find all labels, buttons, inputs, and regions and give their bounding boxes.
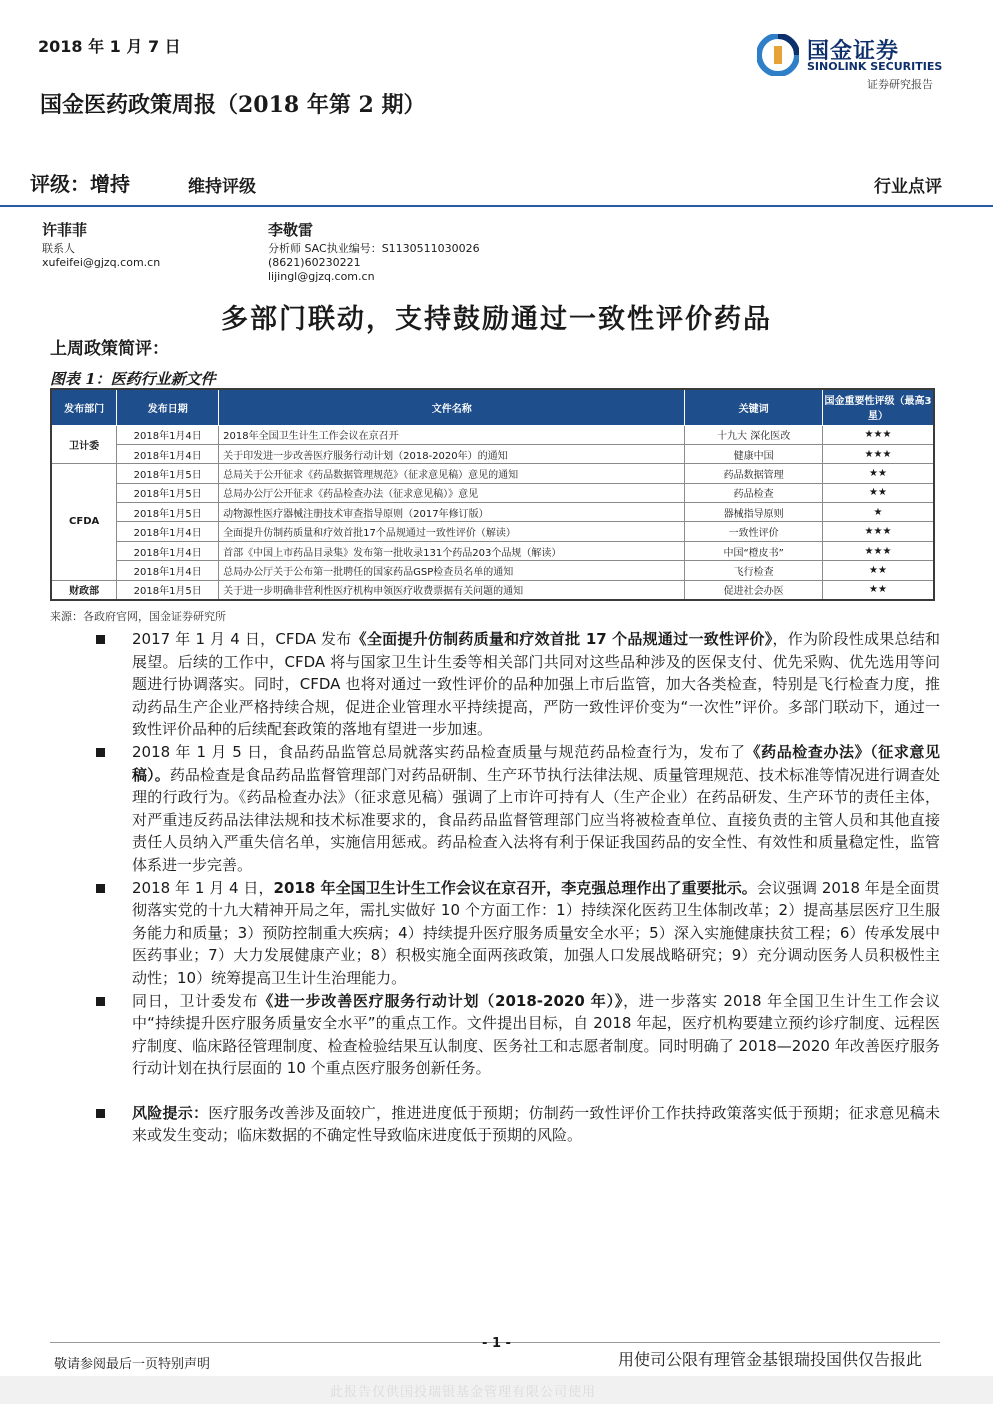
rating-row [30, 168, 942, 198]
section-heading: 上周政策简评： [50, 339, 169, 359]
bullet-square-icon [96, 884, 105, 893]
date-cell: 2018年1月4日 [117, 541, 219, 560]
author-role: 联系人 [42, 242, 75, 255]
date-cell: 2018年1月4日 [117, 522, 219, 541]
doc-cell: 全面提升仿制药质量和疗效首批17个品规通过一致性评价（解读） [219, 522, 685, 541]
figure-title: 图表 1：医药行业新文件 [50, 370, 216, 388]
col-header-dept: 发布部门 [51, 389, 117, 425]
doc-cell: 总局关于公开征求《药品数据管理规范》（征求意见稿）意见的通知 [219, 464, 685, 483]
table-row [51, 464, 934, 483]
date-cell: 2018年1月4日 [117, 561, 219, 580]
rating-cell: ★★ [822, 483, 934, 502]
risk-warning [96, 1102, 940, 1147]
bullet-list [96, 628, 940, 1147]
author-contact [42, 220, 160, 270]
header-divider [0, 205, 993, 207]
rating-cell: ★★★ [822, 522, 934, 541]
rating-cell: ★★ [822, 464, 934, 483]
keyword-cell: 一致性评价 [685, 522, 823, 541]
bullet-square-icon [96, 997, 105, 1006]
bullet-bold-text: 《进一步改善医疗服务行动计划（2018-2020 年）》 [258, 991, 624, 1010]
table-row [51, 522, 934, 541]
author-analyst [268, 220, 480, 284]
table-row [51, 580, 934, 599]
author-email[interactable]: lijingl@gjzq.com.cn [268, 270, 375, 283]
keyword-cell: 健康中国 [685, 444, 823, 463]
bullet-text: 2017 年 1 月 4 日，CFDA 发布 [132, 630, 352, 648]
author-name: 许菲菲 [42, 221, 88, 239]
table-row [51, 425, 934, 444]
doc-cell: 动物源性医疗器械注册技术审查指导原则（2017年修订版） [219, 503, 685, 522]
dept-cell: CFDA [51, 464, 117, 580]
keyword-cell: 药品数据管理 [685, 464, 823, 483]
report-date: 2018 年 1 月 7 日 [38, 37, 181, 56]
footer-watermark: 用使司公限有理管金基银瑞投国供仅告报此 [618, 1350, 923, 1369]
table-source: 来源：各政府官网，国金证券研究所 [50, 610, 226, 623]
dept-cell: 财政部 [51, 580, 117, 599]
table-row [51, 503, 934, 522]
bullet-text: ，作为阶段性成果总结和展望。后续的工作中，CFDA 将与国家卫生计生委等相关部门共同对这些品种涉及的医保支付、优先采购、优先选用等问题进行协调落实。同时，CFDA 也将对通过一致性评价的品种加强上市后监管，加大各类检查，特别是飞行检查力度，推动药品生产企业严格持续合规，促进企业管理水平持续提高，严防一致性评价变为“一次性”评价。多部门联动下，通过一致性评价品种的后续配套政策的落地有望进一步加速。 [132, 630, 940, 739]
table-row [51, 444, 934, 463]
table-row [51, 483, 934, 502]
rating-cell: ★★★ [822, 444, 934, 463]
keyword-cell: 飞行检查 [685, 561, 823, 580]
author-phone: (8621)60230221 [268, 256, 361, 269]
date-cell: 2018年1月5日 [117, 483, 219, 502]
rating-label: 评级：增持 [30, 172, 130, 196]
col-header-rating: 国金重要性评级（最高3星） [822, 389, 934, 425]
bullet-item [96, 990, 940, 1080]
brand-name-en: SINOLINK SECURITIES [807, 60, 943, 73]
doc-cell: 关于进一步明确非营利性医疗机构申领医疗收费票据有关问题的通知 [219, 580, 685, 599]
bullet-text: ，进一步落实 2018 年全国卫生计生工作会议中“持续提升医疗服务质量安全水平”的重点工作。文件提出目标，自 2018 年起，医疗机构要建立预约诊疗制度、远程医疗制度、临床路径管理制度、检查检验结果互认制度、医务社工和志愿者制度。同时明确了 2018—2020 年改善医疗服务行动计划在执行层面的 10 个重点医疗服务创新任务。 [132, 991, 940, 1078]
keyword-cell: 药品检查 [685, 483, 823, 502]
rating-cell: ★★★ [822, 541, 934, 560]
footer-disclaimer: 敬请参阅最后一页特别声明 [54, 1357, 211, 1372]
main-heading: 多部门联动，支持鼓励通过一致性评价药品 [221, 304, 772, 335]
table-row [51, 541, 934, 560]
keyword-cell: 器械指导原则 [685, 503, 823, 522]
col-header-date: 发布日期 [117, 389, 219, 425]
bullet-text: 会议强调 2018 年是全面贯彻落实党的十九大精神开局之年，需扎实做好 10 个方面工作：1）持续深化医药卫生体制改革；2）提高基层医疗卫生服务能力和质量；3）预防控制重大疾病；4）持续提升医疗服务质量安全水平；5）深入实施健康扶贫工程；6）传承发展中医药事业；7）大力发展健康产业；8）积极实施全面两孩政策，加强人口发展战略研究；9）充分调动医务人员积极性主动性；10）统筹提高卫生计生治理能力。 [132, 878, 940, 987]
dept-cell: 卫计委 [51, 425, 117, 464]
keyword-cell: 中国“橙皮书” [685, 541, 823, 560]
page-number: - 1 - [482, 1336, 511, 1351]
bullet-item [96, 877, 940, 990]
brand-logo [757, 32, 947, 94]
bullet-bold-text: 《全面提升仿制药质量和疗效首批 17 个品规通过一致性评价》 [351, 630, 773, 648]
rating-cell: ★ [822, 503, 934, 522]
doc-cell: 总局办公厅公开征求《药品检查办法（征求意见稿）》意见 [219, 483, 685, 502]
rating-cell: ★★ [822, 561, 934, 580]
report-type: 行业点评 [874, 177, 942, 197]
bullet-item [96, 628, 940, 741]
date-cell: 2018年1月4日 [117, 425, 219, 444]
bullet-text: 2018 年 1 月 4 日， [132, 878, 274, 897]
bullet-text: 2018 年 1 月 5 日，食品药品监管总局就落实药品检查质量与规范药品检查行为，发布了 [132, 742, 746, 761]
rating-cell: ★★ [822, 580, 934, 599]
col-header-doc: 文件名称 [219, 389, 685, 425]
date-cell: 2018年1月5日 [117, 503, 219, 522]
keyword-cell: 十九大 深化医改 [685, 425, 823, 444]
brand-subtitle: 证券研究报告 [867, 78, 933, 91]
brand-mark-icon [757, 34, 799, 76]
author-name: 李敬雷 [268, 221, 314, 239]
rating-cell: ★★★ [822, 425, 934, 444]
bullet-bold-text: 《药品检查办法》（征求意见稿）。 [132, 742, 940, 784]
bullet-text: 药品检查是食品药品监督管理部门对药品研制、生产环节执行法律法规、质量管理规范、技术标准等情况进行调查处理的行政行为。《药品检查办法》（征求意见稿）强调了上市许可持有人（生产企业）在药品研发、生产环节的责任主体，对严重违反药品法律法规和技术标准要求的，食品药品监督管理部门应当将被检查单位、直接负责的主管人员和其他直接责任人员纳入严重失信名单，实施信用惩戒。药品检查入法将有利于保证我国药品的安全性、有效性和质量稳定性，监管体系进一步完善。 [132, 765, 940, 874]
bottom-watermark: 此报告仅供国投瑞银基金管理有限公司使用 [330, 1385, 597, 1400]
date-cell: 2018年1月5日 [117, 580, 219, 599]
doc-cell: 总局办公厅关于公布第一批聘任的国家药品GSP检查员名单的通知 [219, 561, 685, 580]
table-row [51, 561, 934, 580]
risk-label: 风险提示： [132, 1103, 209, 1122]
author-license: 分析师 SAC执业编号：S1130511030026 [268, 242, 480, 255]
bullet-item [96, 741, 940, 877]
bullet-bold-text: 2018 年全国卫生计生工作会议在京召开，李克强总理作出了重要批示。 [273, 878, 757, 897]
date-cell: 2018年1月4日 [117, 444, 219, 463]
rating-action: 维持评级 [188, 177, 256, 197]
author-email[interactable]: xufeifei@gjzq.com.cn [42, 256, 161, 269]
bullet-square-icon [96, 1109, 105, 1118]
doc-cell: 首部《中国上市药品目录集》发布第一批收录131个药品203个品规（解读） [219, 541, 685, 560]
doc-cell: 关于印发进一步改善医疗服务行动计划（2018-2020年）的通知 [219, 444, 685, 463]
table-header-row [51, 389, 934, 425]
policy-table [50, 388, 935, 601]
bullet-square-icon [96, 635, 105, 644]
date-cell: 2018年1月5日 [117, 464, 219, 483]
brand-name-cn: 国金证券 [807, 39, 900, 64]
bottom-band [0, 1376, 993, 1404]
bullet-square-icon [96, 748, 105, 757]
doc-cell: 2018年全国卫生计生工作会议在京召开 [219, 425, 685, 444]
risk-text: 医疗服务改善涉及面较广，推进进度低于预期；仿制药一致性评价工作扶持政策落实低于预期；征求意见稿未来或发生变动；临床数据的不确定性导致临床进度低于预期的风险。 [132, 1103, 940, 1145]
col-header-keyword: 关键词 [685, 389, 823, 425]
bullet-text: 同日，卫计委发布 [132, 991, 259, 1010]
report-title: 国金医药政策周报（2018 年第 2 期） [40, 92, 426, 118]
keyword-cell: 促进社会办医 [685, 580, 823, 599]
